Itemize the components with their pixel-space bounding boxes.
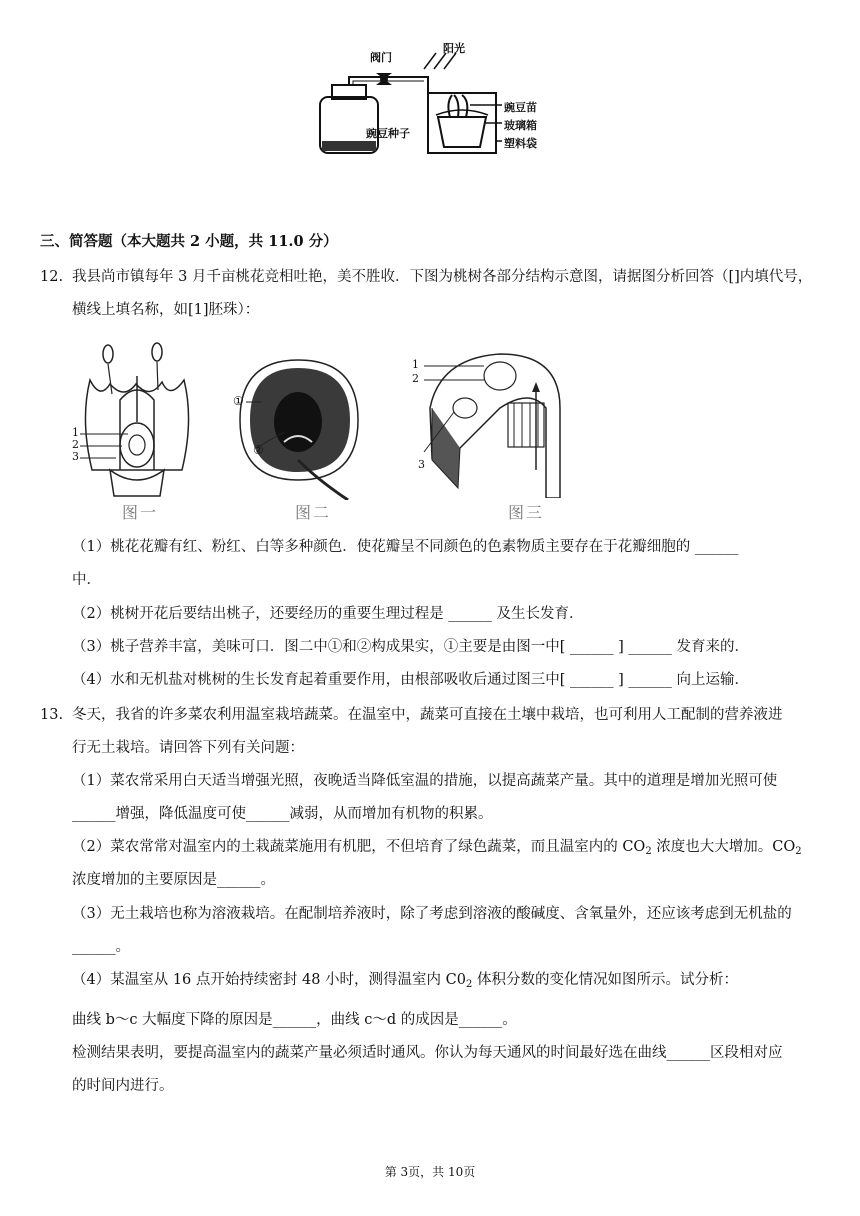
q13-sub2-subscript-1: 2: [645, 846, 652, 857]
fig3-label-3: 3: [418, 458, 425, 471]
seedling-label: 豌豆苗: [504, 101, 537, 114]
q13-sub4-line2: 曲线 b～c 大幅度下降的原因是______，曲线 c～d 的成因是______。: [72, 1012, 517, 1028]
fig2-caption: 图二: [295, 503, 332, 522]
q13-sub2-subscript-2: 2: [795, 846, 802, 857]
q12-stem-line2: 横线上填名称，如[1]胚珠）：: [72, 302, 260, 318]
q13-sub2-line2: 浓度增加的主要原因是______。: [72, 872, 275, 888]
fig3-label-1: 1: [412, 358, 419, 371]
q12-number: 12.: [40, 269, 64, 285]
q12-stem-line1: 我县尚市镇每年 3 月千亩桃花竞相吐艳，美不胜收．下图为桃树各部分结构示意图，请据图分析回答（[]内填代号，: [72, 269, 813, 285]
q13-sub4-line1: [72, 970, 738, 995]
q13-sub2-text-b: 浓度也大大增加。CO: [651, 839, 796, 855]
q13-sub1-line2: ______增强，降低温度可使______减弱，从而增加有机物的积累。: [72, 806, 493, 822]
q12-sub2: （2）桃树开花后要结出桃子，还要经历的重要生理过程是 ______ 及生长发育．: [72, 606, 584, 622]
q12-sub4: （4）水和无机盐对桃树的生长发育起着重要作用，由根部吸收后通过图三中[ ______ ] ______ 向上运输．: [72, 672, 749, 688]
q12-sub1-line2: 中．: [72, 572, 101, 588]
q13-sub4-line4: 的时间内进行。: [72, 1078, 174, 1094]
q12-sub3: （3）桃子营养丰富，美味可口．图二中①和②构成果实，①主要是由图一中[ ______ ] ______ 发育来的．: [72, 639, 749, 655]
q13-sub4-text-a: （4）某温室从 16 点开始持续密封 48 小时，测得温室内 C0: [72, 972, 466, 988]
fig2-label-1: ①: [233, 394, 244, 408]
q13-sub3-line1: （3）无土栽培也称为溶液栽培。在配制培养液时，除了考虑到溶液的酸碱度、含氧量外，还应该考虑到无机盐的: [72, 906, 792, 922]
fig2-label-2: ②: [253, 443, 264, 457]
stem-structure-figure: [410, 348, 570, 498]
q13-sub4-line3: 检测结果表明，要提高温室内的蔬菜产量必须适时通风。你认为每天通风的时间最好选在曲线______区段相对应: [72, 1045, 783, 1061]
q13-sub4-subscript: 2: [466, 979, 473, 990]
q13-sub2-text-a: （2）菜农常常对温室内的土栽蔬菜施用有机肥，不但培育了绿色蔬菜，而且温室内的 CO: [72, 839, 646, 855]
plastic-bag-label: 塑料袋: [504, 137, 537, 150]
q13-sub4-text-b: 体积分数的变化情况如图所示。试分析：: [472, 972, 738, 988]
pea-seeds-label: 豌豆种子: [366, 127, 410, 140]
fig3-label-2: 2: [412, 372, 419, 385]
section-heading: 三、简答题（本大题共 2 小题，共 11.0 分）: [40, 233, 338, 250]
glass-box-label: 玻璃箱: [504, 119, 537, 132]
peach-fruit-figure: [228, 350, 368, 500]
page-footer: 第 3页，共 10页: [384, 1165, 476, 1179]
q13-stem-line2: 行无土栽培。请回答下列有关问题：: [72, 740, 304, 756]
fig1-caption: 图一: [122, 503, 159, 522]
q13-sub2-line1: [72, 837, 802, 862]
q13-sub1-line1: （1）菜农常采用白天适当增强光照，夜晚适当降低室温的措施，以提高蔬菜产量。其中的道理是增加光照可使: [72, 773, 778, 789]
q13-stem-line1: 冬天，我省的许多菜农利用温室栽培蔬菜。在温室中，蔬菜可直接在土壤中栽培，也可利用人工配制的营养液进: [72, 707, 783, 723]
flower-structure-figure: [70, 340, 205, 500]
fig1-label-2: 2: [72, 438, 79, 451]
fig1-label-1: 1: [72, 426, 79, 439]
sunlight-label: 阳光: [443, 42, 465, 55]
q13-number: 13.: [40, 707, 64, 723]
valve-label: 阀门: [370, 51, 392, 64]
q12-sub1-line1: （1）桃花花瓣有红、粉红、白等多种颜色．使花瓣呈不同颜色的色素物质主要存在于花瓣细胞的 ______: [72, 539, 739, 555]
q13-sub3-line2: ______。: [72, 939, 130, 955]
fig3-caption: 图三: [508, 503, 545, 522]
fig1-label-3: 3: [72, 450, 79, 463]
